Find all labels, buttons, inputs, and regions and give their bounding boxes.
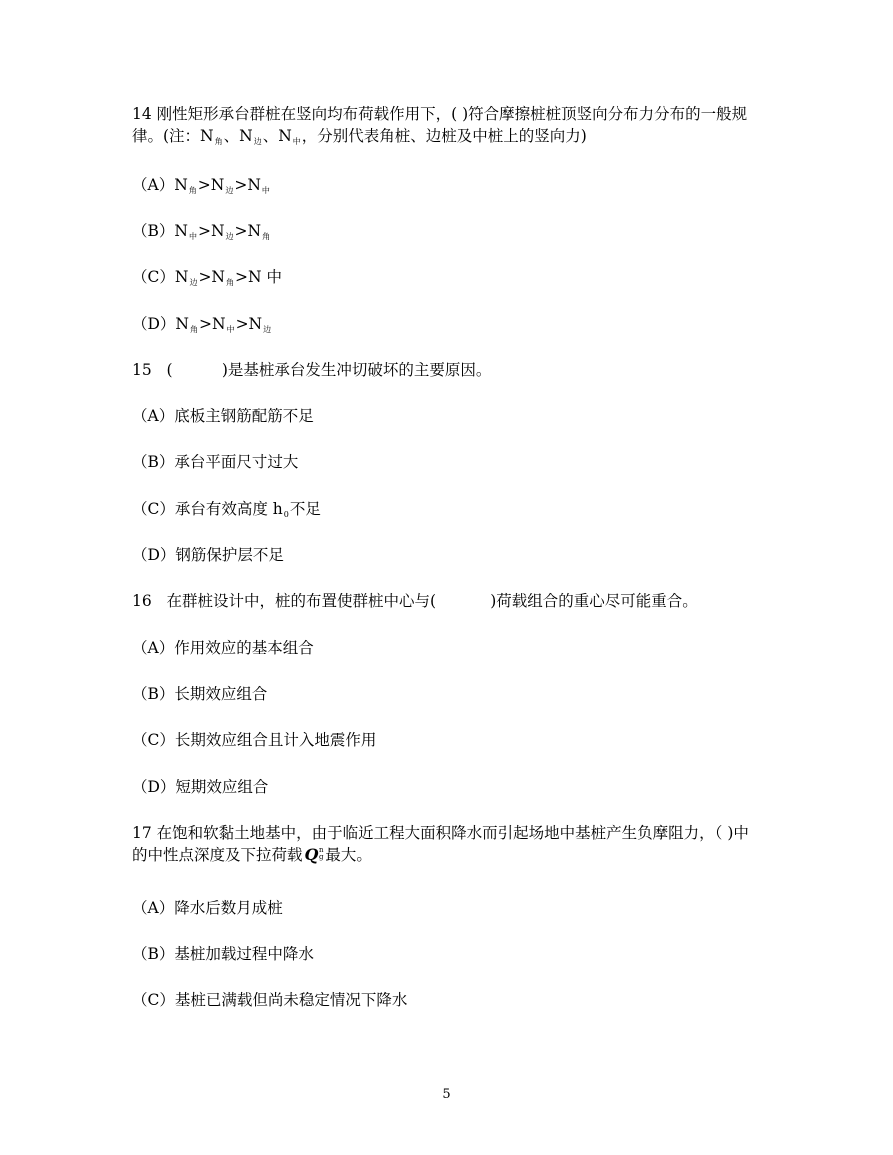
q14-option-c: （C）N边>N角>N 中 [132,268,282,287]
q15-option-b: （B）承台平面尺寸过大 [132,453,299,471]
q14-option-b: （B）N中>N边>N角 [132,222,271,241]
question-16-stem: 16 在群桩设计中，桩的布置使群桩中心与( )荷载组合的重心尽可能重合。 [132,592,698,610]
q14-option-a: （A）N角>N边>N中 [132,176,270,195]
q15-option-a: （A）底板主钢筋配筋不足 [132,407,314,425]
q15-option-d: （D）钢筋保护层不足 [132,546,284,564]
q16-option-c: （C）长期效应组合且计入地震作用 [132,731,377,749]
q16-option-b: （B）长期效应组合 [132,685,268,703]
q17-option-c: （C）基桩已满载但尚未稳定情况下降水 [132,991,408,1009]
q16-option-d: （D）短期效应组合 [132,778,269,796]
q15-option-c: （C）承台有效高度 h0不足 [132,500,321,519]
q14-option-d: （D）N角>N中>N边 [132,315,272,334]
question-14-stem: 14 刚性矩形承台群桩在竖向均布荷载作用下，( )符合摩擦桩桩顶竖向分布力分布的一般规律。(注：N角、N边、N中，分别代表角桩、边桩及中桩上的竖向力) [132,105,748,146]
question-17-stem: 17 在饱和软黏土地基中，由于临近工程大面积降水而引起场地中基桩产生负摩阻力，（ )中的中性点深度及下拉荷载 Q n g 最大。 [132,824,749,864]
qg-formula-image: Q n g [304,845,324,864]
question-15-stem: 15 ( )是基桩承台发生冲切破坏的主要原因。 [132,361,492,379]
q16-option-a: （A）作用效应的基本组合 [132,639,314,657]
page-number: 5 [442,1087,451,1102]
q17-option-a: （A）降水后数月成桩 [132,899,283,917]
q17-option-b: （B）基桩加载过程中降水 [132,945,314,963]
